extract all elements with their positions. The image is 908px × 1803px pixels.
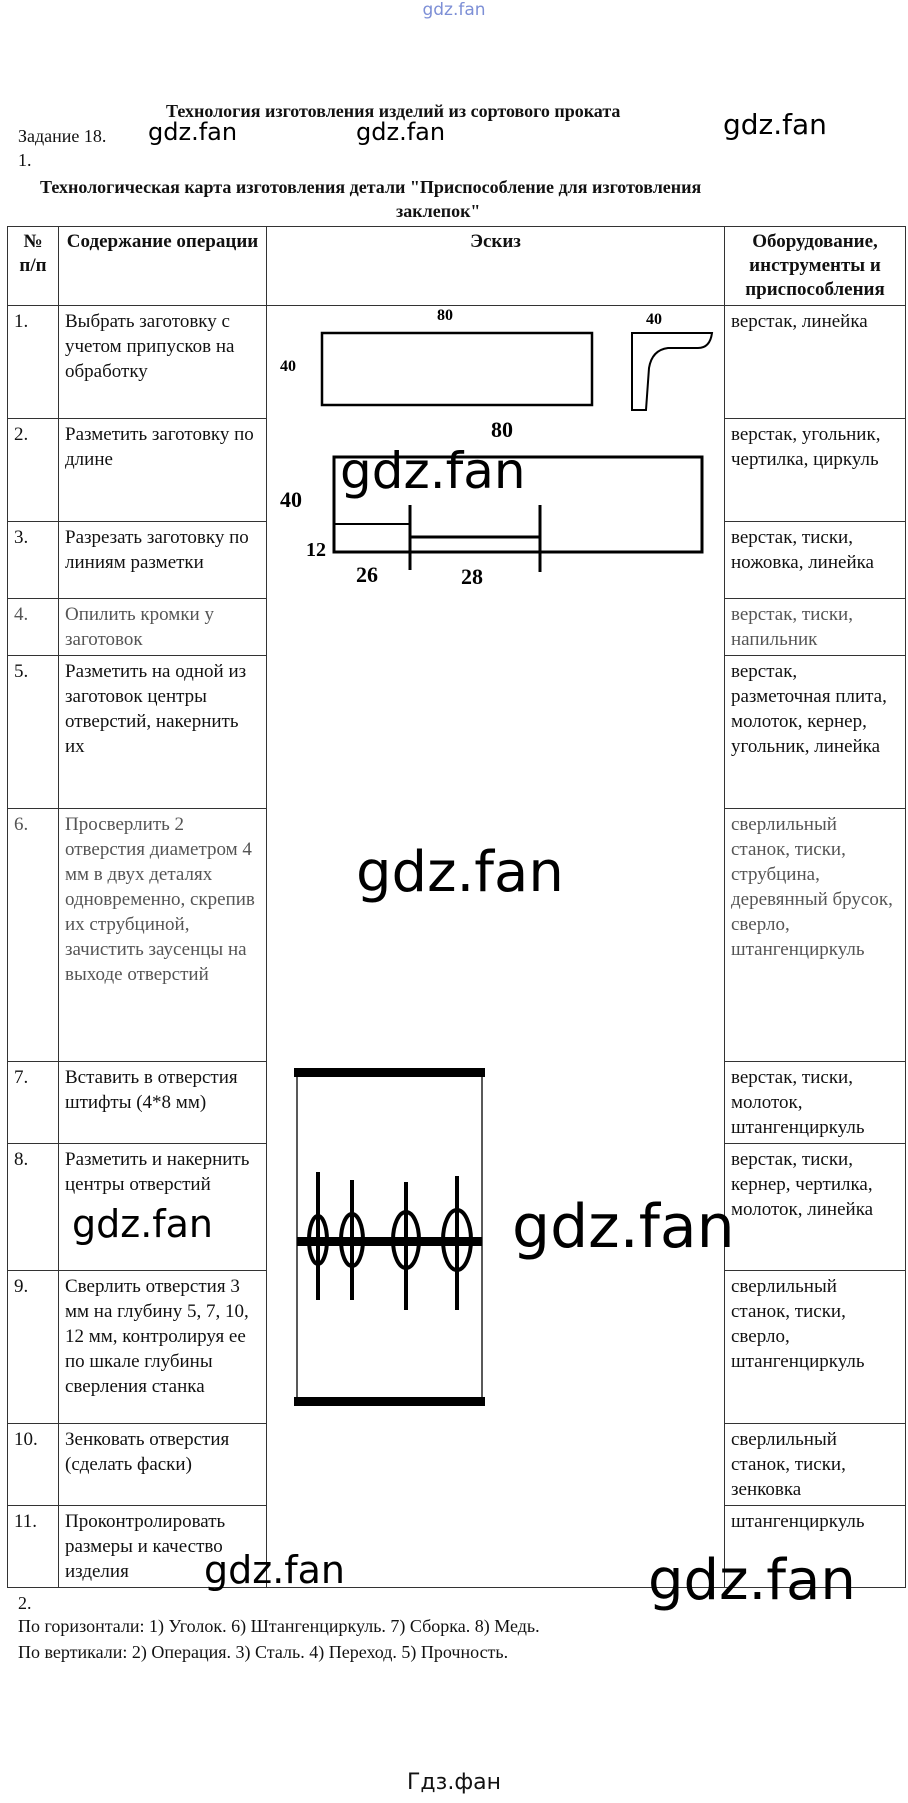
row-content: Опилить кромки у заготовок (59, 599, 267, 656)
rivet-fixture-sketch (294, 1068, 485, 1406)
dim-label: 80 (491, 417, 513, 442)
row-equipment: верстак, тиски, молоток, штангенциркуль (725, 1062, 906, 1144)
angle-profile-shape (632, 333, 712, 410)
watermark: gdz.fan (204, 1548, 346, 1592)
dim-label: 40 (280, 358, 296, 375)
watermark: gdz.fan (340, 442, 526, 500)
fixture-top-bar (294, 1068, 485, 1077)
row-equipment: штангенциркуль (725, 1506, 906, 1588)
header-sketch: Эскиз (267, 227, 725, 306)
crossword-answers-vertical: По вертикали: 2) Операция. 3) Сталь. 4) Переход. 5) Прочность. (18, 1642, 509, 1662)
row-num: 7. (8, 1062, 59, 1144)
fixture-bottom-bar (294, 1397, 485, 1406)
row-equipment: верстак, разметочная плита, молоток, кернер, угольник, линейка (725, 656, 906, 809)
watermark: gdz.fan (356, 118, 446, 146)
row-num: 6. (8, 809, 59, 1062)
task-label: Задание 18. (18, 126, 107, 146)
blank-rectangle (322, 333, 592, 405)
row-content: Проконтролировать размеры и качество изделия (59, 1506, 267, 1588)
dim-label: 80 (437, 307, 453, 324)
row-content: Разметить и накернить центры отверстий (59, 1144, 267, 1271)
row-content: Зенковать отверстия (сделать фаски) (59, 1424, 267, 1506)
row-equipment: верстак, линейка (725, 306, 906, 419)
row-num: 11. (8, 1506, 59, 1588)
document-title: Технология изготовления изделий из сортового проката (166, 101, 621, 121)
row-equipment: верстак, угольник, чертилка, циркуль (725, 419, 906, 522)
row-content: Сверлить отверстия 3 мм на глубину 5, 7, 10, 12 мм, контролируя ее по шкале глубины сверления станка (59, 1271, 267, 1424)
header-content: Содержание операции (59, 227, 267, 306)
dim-label: 40 (646, 311, 662, 328)
row-num: 10. (8, 1424, 59, 1506)
watermark: gdz.fan (648, 1548, 856, 1613)
row-equipment: верстак, тиски, напильник (725, 599, 906, 656)
watermark: gdz.fan (723, 108, 827, 141)
row-equipment: верстак, тиски, ножовка, линейка (725, 522, 906, 599)
fixture-middle-bar (297, 1237, 482, 1246)
part-1-label: 1. (18, 150, 32, 170)
blank-workpiece-sketch (280, 307, 712, 410)
header-equipment: Оборудование, инструменты и приспособления (725, 227, 906, 306)
dim-label: 28 (461, 564, 483, 589)
header-num: № п/п (8, 227, 59, 306)
row-num: 2. (8, 419, 59, 522)
footer-site-name: Гдз.фан (407, 1770, 501, 1795)
row-content: Разметить заготовку по длине (59, 419, 267, 522)
row-num: 3. (8, 522, 59, 599)
row-num: 8. (8, 1144, 59, 1271)
row-content: Вставить в отверстия штифты (4*8 мм) (59, 1062, 267, 1144)
watermark: gdz.fan (72, 1202, 214, 1246)
row-num: 9. (8, 1271, 59, 1424)
row-content: Разрезать заготовку по линиям разметки (59, 522, 267, 599)
dim-label: 12 (306, 539, 326, 561)
card-title-line-1: Технологическая карта изготовления детали "Приспособление для изготовления (40, 177, 702, 197)
card-title-line-2: заклепок" (396, 201, 481, 221)
row-num: 5. (8, 656, 59, 809)
row-num: 4. (8, 599, 59, 656)
row-content: Просверлить 2 отверстия диаметром 4 мм в двух деталях одновременно, скрепив их струбциной, зачистить заусенцы на выходе отверстий (59, 809, 267, 1062)
row-equipment: сверлильный станок, тиски, сверло, штангенциркуль (725, 1271, 906, 1424)
row-content: Выбрать заготовку с учетом припусков на обработку (59, 306, 267, 419)
row-equipment: сверлильный станок, тиски, зенковка (725, 1424, 906, 1506)
row-equipment: сверлильный станок, тиски, струбцина, деревянный брусок, сверло, штангенциркуль (725, 809, 906, 1062)
dim-label: 26 (356, 562, 378, 587)
dim-label: 40 (280, 487, 302, 512)
crossword-answers-horizontal: По горизонтали: 1) Уголок. 6) Штангенциркуль. 7) Сборка. 8) Медь. (18, 1616, 540, 1636)
row-equipment: верстак, тиски, кернер, чертилка, молоток, линейка (725, 1144, 906, 1271)
row-content: Разметить на одной из заготовок центры отверстий, накернить их (59, 656, 267, 809)
watermark: gdz.fan (512, 1192, 735, 1262)
watermark: gdz.fan (356, 840, 564, 905)
site-header-link[interactable]: gdz.fan (422, 0, 486, 20)
part-2-label: 2. (18, 1593, 32, 1613)
watermark: gdz.fan (148, 118, 238, 146)
row-num: 1. (8, 306, 59, 419)
